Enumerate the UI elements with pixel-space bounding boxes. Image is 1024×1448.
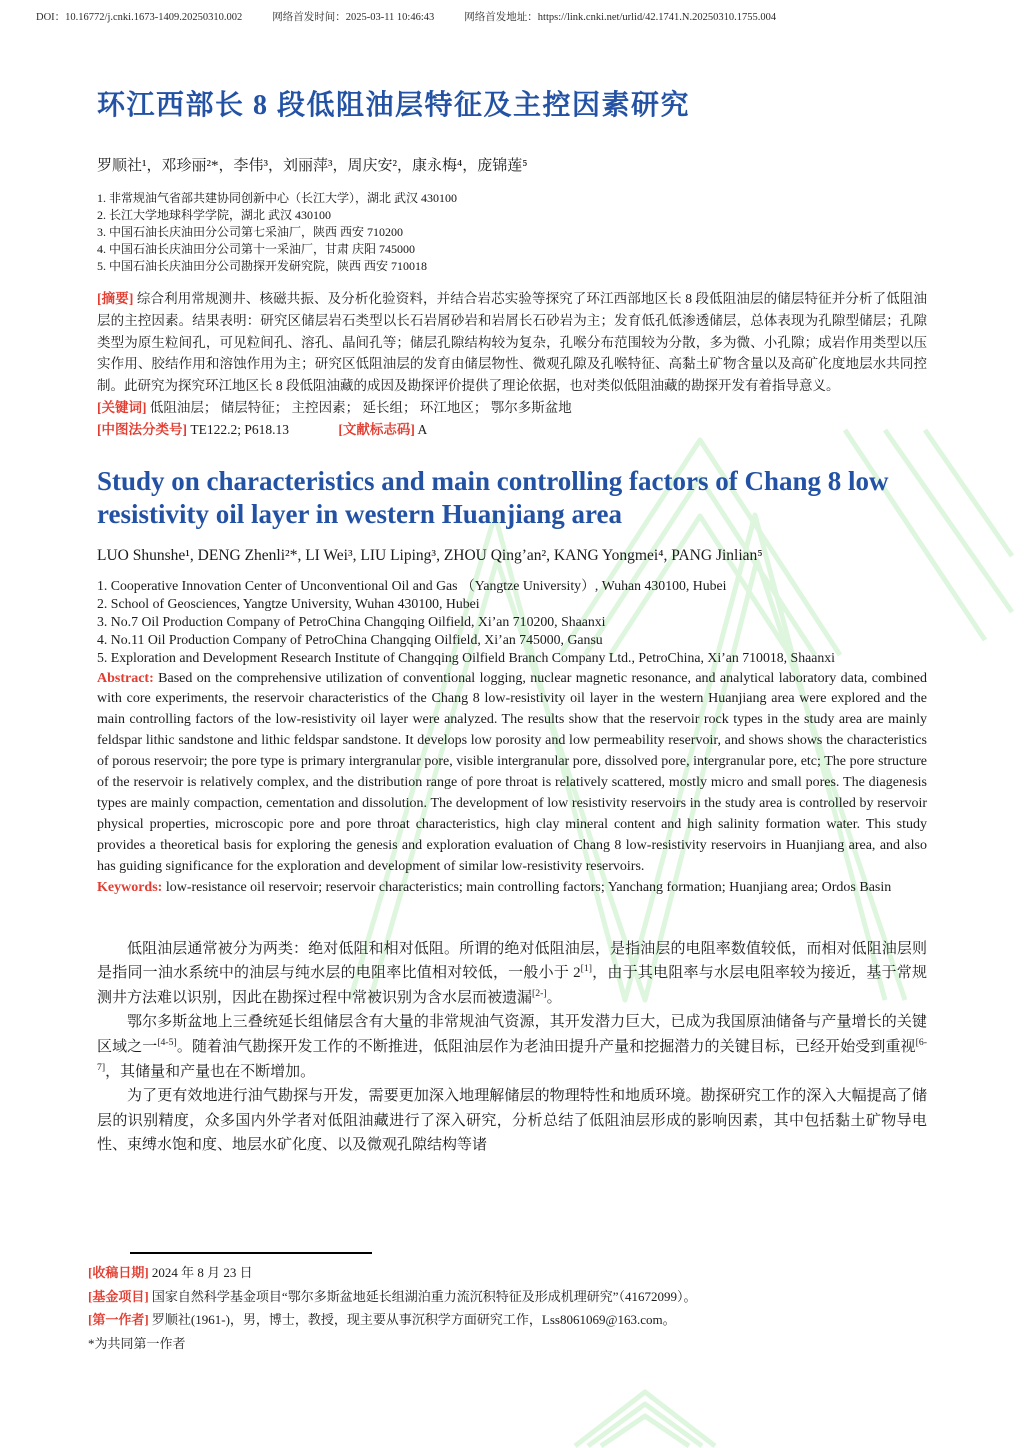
affiliation-en-3: 3. No.7 Oil Production Company of PetroChina Changqing Oilfield, Xi’an 710200, Shaanxi [97, 613, 606, 629]
affiliations-cn [97, 190, 927, 275]
affiliation-cn-1: 1. 非常规油气省部共建协同创新中心（长江大学），湖北 武汉 430100 [97, 191, 458, 205]
affiliation-en-1: 1. Cooperative Innovation Center of Unconventional Oil and Gas （Yangtze University）, Wuhan 430100, Hubei [97, 577, 727, 593]
first-author-text: 罗顺社(1961-)，男，博士，教授，现主要从事沉积学方面研究工作，Lss8061069@163.com。 [151, 1312, 676, 1327]
received-date-note [88, 1261, 948, 1285]
citation-ref: [1] [580, 963, 592, 975]
paragraph-3 [97, 1084, 927, 1158]
keywords-en-text: low-resistance oil reservoir; reservoir characteristics; main controlling factors; Yanchang formation; Huanjiang area; Ordos Basin [165, 879, 892, 895]
first-author-note [88, 1308, 948, 1332]
affiliation-cn-2: 2. 长江大学地球科学学院，湖北 武汉 430100 [97, 208, 332, 222]
first-author-label: [第一作者] [88, 1312, 149, 1327]
paragraph-2-text: ，其储量和产量也在不断增加。 [105, 1063, 316, 1080]
keywords-cn-label: [关键词] [97, 399, 147, 415]
doc-code-label: [文献标志码] [338, 421, 415, 437]
paragraph-1-text: ，由于其电阻率与水层电阻率较为接近，基于常规测井方法难以识别，因此在勘探过程中常被识别为含水层而被遗漏 [97, 965, 927, 1006]
footnotes [88, 1252, 948, 1355]
fund-text: 国家自然科学基金项目“鄂尔多斯盆地延长组湖泊重力流沉积特征及形成机理研究”（41672099）。 [151, 1288, 697, 1304]
keywords-en-label: Keywords: [97, 879, 163, 895]
article-content [97, 0, 927, 1158]
received-date-text: 2024 年 8 月 23 日 [151, 1265, 253, 1280]
publish-time-text: 网络首发时间：2025-03-11 10:46:43 [272, 12, 435, 23]
keywords-cn [97, 397, 927, 419]
paragraph-1-text: 。 [546, 989, 562, 1006]
keywords-en [97, 878, 927, 899]
affiliation-cn-4: 4. 中国石油长庆油田分公司第十一采油厂，甘肃 庆阳 745000 [97, 242, 416, 256]
paragraph-3-text: 为了更有效地进行油气勘探与开发，需要更加深入地理解储层的物理特性和地质环境。勘探研究工作的深入大幅提高了储层的识别精度，众多国内外学者对低阻油藏进行了深入研究，分析总结了低阻油层形成的影响因素，其中包括黏土矿物导电性、束缚水饱和度、地层水矿化度、以及微观孔隙结构等诸 [97, 1088, 927, 1154]
cofirst-author-note: *为共同第一作者 [88, 1335, 186, 1351]
affiliation-en-5: 5. Exploration and Development Research Institute of Changqing Oilfield Branch Company Ltd., PetroChina, Xi’an 710018, Shaanxi [97, 649, 835, 665]
authors-cn: 罗顺社¹，邓珍丽²*，李伟³，刘丽萍³，周庆安²，康永梅⁴，庞锦莲⁵ [97, 158, 528, 174]
clc-label: [中图法分类号] [97, 421, 187, 437]
fund-note [88, 1285, 948, 1309]
title-en: Study on characteristics and main controlling factors of Chang 8 low resistivity oil layer in western Huanjiang area [97, 465, 889, 529]
affiliation-en-2: 2. School of Geosciences, Yangtze University, Wuhan 430100, Hubei [97, 595, 480, 611]
doc-code-value: A [417, 421, 428, 437]
abstract-en-label: Abstract: [97, 670, 154, 686]
abstract-en [97, 669, 927, 878]
abstract-cn-text: 综合利用常规测井、核磁共振、及分析化验资料，并结合岩芯实验等探究了环江西部地区长 8 段低阻油层的储层特征并分析了低阻油层的主控因素。结果表明：研究区储层岩石类型以长石岩屑砂岩和岩屑长石砂岩为主；发育低孔低渗透储层，总体表现为孔隙型储层；孔隙类型为原生粒间孔，可见粒间孔、溶孔、晶间孔等；储层孔隙结构较为复杂，孔喉分布范围较为分散，多为微、小孔隙；成岩作用类型以压实作用、胶结作用和溶蚀作用为主；研究区低阻油层的发育由储层物性、微观孔隙及孔喉特征、高黏土矿物含量以及高矿化度地层水共同控制。此研究为探究环江地区长 8 段低阻油藏的成因及勘探评价提供了理论依据，也对类似低阻油藏的勘探开发有着指导意义。 [97, 291, 928, 394]
citation-ref: [6-7] [97, 1036, 927, 1073]
paragraph-1-text: 低阻油层通常被分为两类：绝对低阻和相对低阻。所谓的绝对低阻油层，是指油层的电阻率数值较低，而相对低阻油层则是指同一油水系统中的油层与纯水层的电阻率比值相对较低，一般小于 2 [97, 940, 927, 982]
affiliation-en-4: 4. No.11 Oil Production Company of PetroChina Changqing Oilfield, Xi’an 745000, Gansu [97, 631, 603, 647]
citation-ref: [2-] [532, 987, 547, 999]
affiliation-cn-3: 3. 中国石油长庆油田分公司第七采油厂，陕西 西安 710200 [97, 225, 404, 239]
clc-value: TE122.2; P618.13 [190, 421, 290, 437]
paragraph-2-text: 。随着油气勘探开发工作的不断推进，低阻油层作为老油田提升产量和挖掘潜力的关键目标，已经开始受到重视 [176, 1038, 916, 1055]
affiliation-cn-5: 5. 中国石油长庆油田分公司勘探开发研究院，陕西 西安 710018 [97, 259, 428, 273]
first-publish-meta [36, 9, 806, 24]
clc-line [97, 419, 927, 441]
keywords-cn-text: 低阻油层； 储层特征； 主控因素； 延长组； 环江地区； 鄂尔多斯盆地 [149, 399, 572, 415]
title-cn: 环江西部长 8 段低阻油层特征及主控因素研究 [97, 90, 691, 121]
publish-url-link[interactable]: 网络首发地址：https://link.cnki.net/urlid/42.1741.N.20250310.1755.004 [464, 12, 777, 23]
body-text [97, 937, 927, 1158]
abstract-en-text: Based on the comprehensive utilization of conventional logging, nuclear magnetic resonance, and analytical laboratory data, combined with core experiments, the reservoir characteristics of the Chang 8 low-resistivity oil layer in the western Huanjiang area were explored and the main controlling factors of the low-resistivity oil layer were analyzed. The results show that the reservoir rock types in the study area are mainly feldspar lithic sandstone and lithic feldspar sandstone. It develops low porosity and low permeability reservoir, and shows shows the characteristics of porous reservoir; the pore type is primary intergranular pore, visible intergranular pore, dissolved pore, intergranular pore, etc; The pore structure of the reservoir is relatively complex, and the distribution range of pore throat is relatively scattered, mostly micro and small pores. The diagenesis types are mainly compaction, cementation and dissolution. The development of low resistivity reservoirs in the study area is controlled by reservoir physical properties, microscopic pore and pore throat characteristics, high clay mineral content and high salinity formation water. This study provides a theoretical basis for exploring the genesis and exploration evaluation of Chang 8 low-resistivity reservoirs in Huanjiang area, and also has guiding significance for the exploration and development of similar low-resistivity reservoirs. [97, 670, 927, 874]
doi-text: DOI：10.16772/j.cnki.1673-1409.20250310.002 [36, 12, 243, 23]
fund-label: [基金项目] [88, 1288, 149, 1304]
abstract-cn-label: [摘要] [97, 291, 134, 306]
footnote-divider [130, 1252, 372, 1254]
abstract-cn [97, 288, 927, 397]
received-date-label: [收稿日期] [88, 1265, 149, 1280]
citation-ref: [4-5] [157, 1036, 177, 1048]
paragraph-2 [97, 1010, 927, 1084]
authors-en: LUO Shunshe¹, DENG Zhenli²*, LI Wei³, LIU Liping³, ZHOU Qing’an², KANG Yongmei⁴, PANG Jinlian⁵ [97, 546, 763, 564]
paragraph-1 [97, 937, 927, 1011]
affiliations-en [97, 577, 927, 667]
paragraph-2-text: 鄂尔多斯盆地上三叠统延长组储层含有大量的非常规油气资源，其开发潜力巨大，已成为我国原油储备与产量增长的关键区域之一 [97, 1014, 927, 1055]
